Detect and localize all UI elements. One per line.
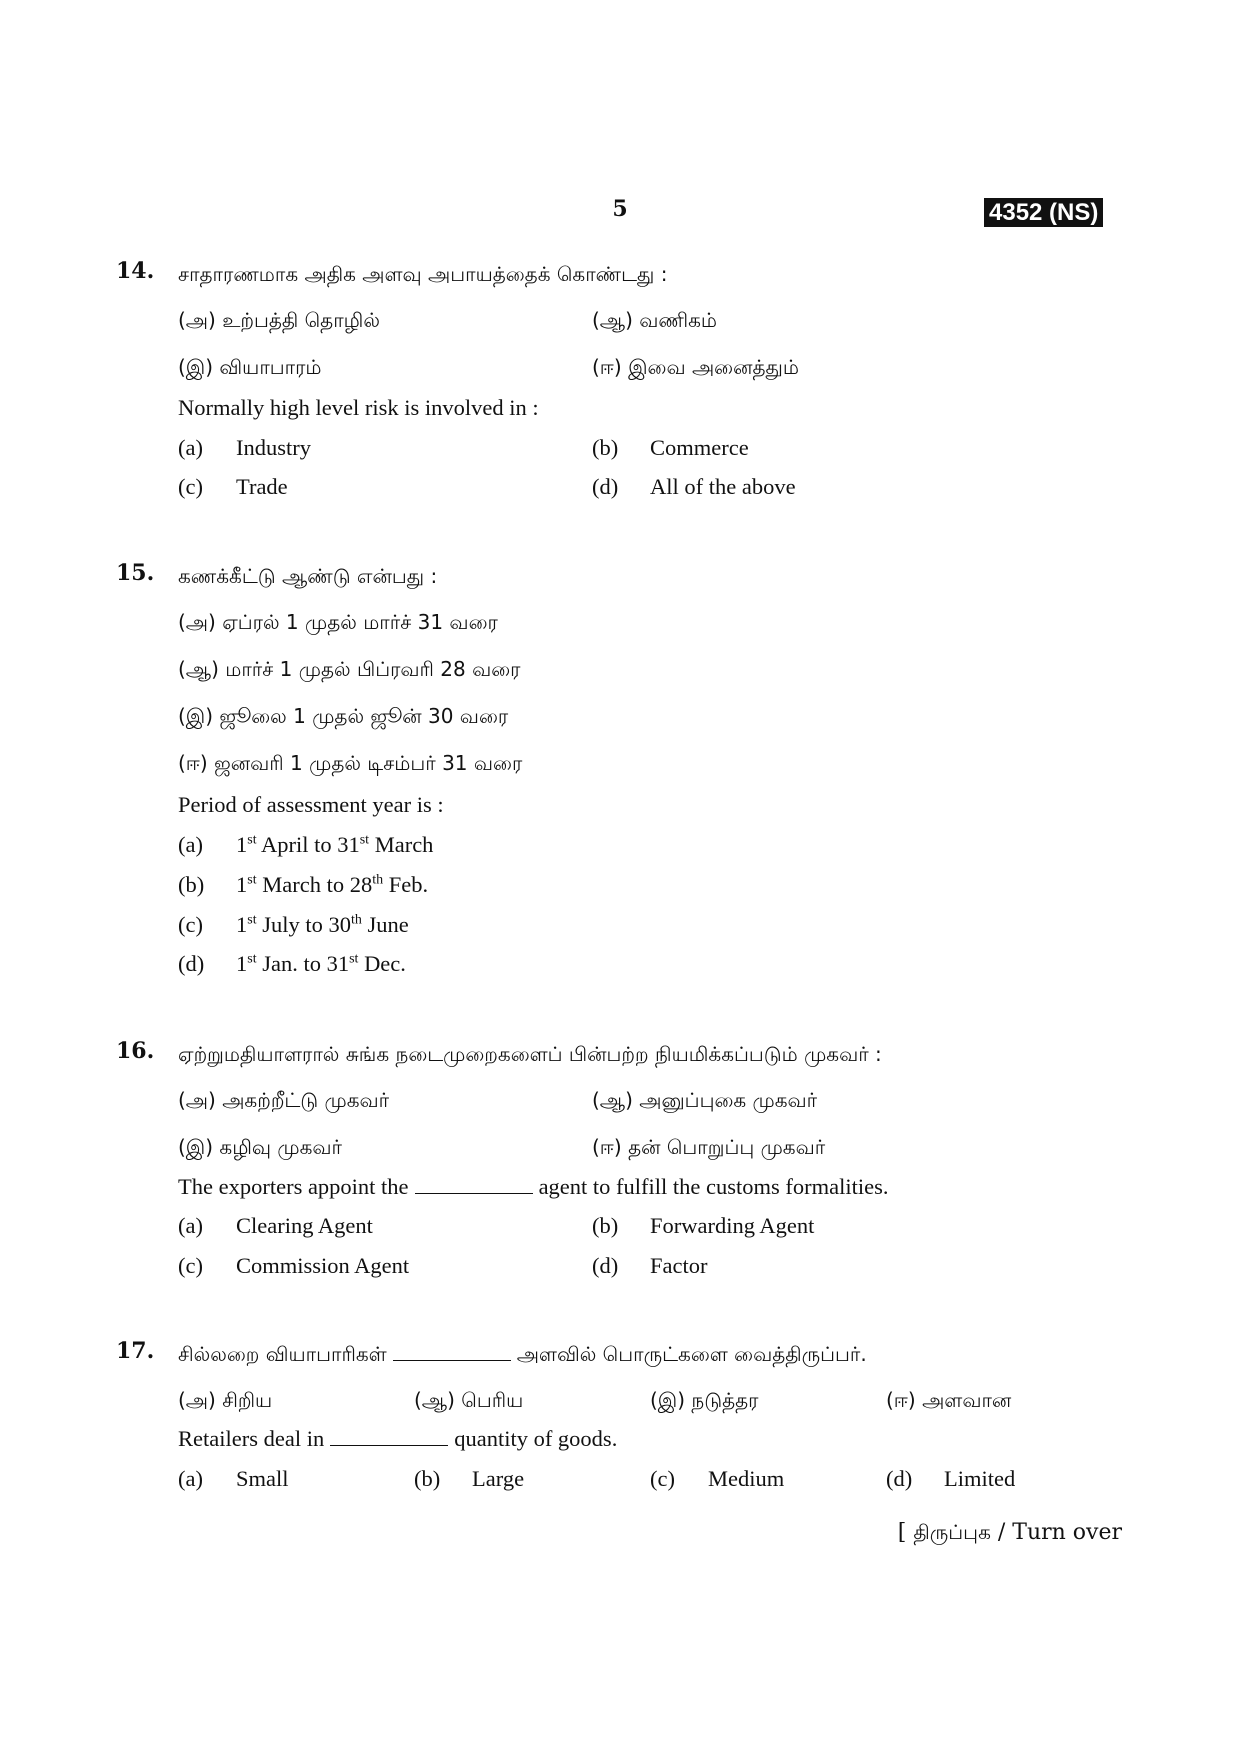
option-english — [178, 832, 433, 858]
question-stem-tamil: ஏற்றுமதியாளரால் சுங்க நடைமுறைகளைப் பின்பற்ற நியமிக்கப்படும் முகவர் : — [178, 1042, 882, 1066]
question-stem-english: Normally high level risk is involved in : — [178, 395, 539, 420]
question-number: 17. — [116, 1338, 155, 1364]
option-tamil: (இ) கழிவு முகவர் — [178, 1135, 342, 1159]
option-text: Limited — [944, 1466, 1016, 1491]
option-label: (c) — [178, 474, 203, 499]
option-label: (c) — [178, 912, 203, 937]
option-tamil: (அ) அகற்றீட்டு முகவர் — [178, 1088, 390, 1112]
option-label: (a) — [178, 832, 203, 857]
option-text: 1st March to 28th Feb. — [236, 872, 429, 897]
option-label: (d) — [886, 1466, 913, 1491]
option-english — [650, 1466, 784, 1492]
question-number: 14. — [116, 258, 155, 284]
option-text: Clearing Agent — [236, 1213, 373, 1238]
option-tamil: (அ) ஏப்ரல் 1 முதல் மார்ச் 31 வரை — [178, 610, 498, 634]
option-text: Commission Agent — [236, 1253, 410, 1278]
option-text: Trade — [236, 474, 288, 499]
option-text: Small — [236, 1466, 289, 1491]
option-tamil: (ஈ) அளவான — [886, 1388, 1012, 1412]
option-label: (d) — [592, 1253, 619, 1278]
option-label: (a) — [178, 435, 203, 460]
option-english — [592, 435, 749, 461]
option-english — [592, 474, 796, 500]
option-english — [178, 474, 288, 500]
answer-blank — [393, 1342, 511, 1361]
question-stem-tamil: சில்லறை வியாபாரிகள் அளவில் பொருட்களை வைத்திருப்பர். — [178, 1342, 867, 1366]
option-english — [886, 1466, 1015, 1492]
option-english — [178, 1213, 373, 1239]
paper-code-badge: 4352 (NS) — [984, 198, 1103, 227]
option-english — [178, 951, 406, 977]
option-label: (d) — [592, 474, 619, 499]
answer-blank — [330, 1427, 448, 1446]
option-tamil: (ஈ) தன் பொறுப்பு முகவர் — [592, 1135, 826, 1159]
option-english — [592, 1253, 707, 1279]
option-english — [178, 1253, 409, 1279]
option-text: Medium — [708, 1466, 785, 1491]
option-label: (b) — [414, 1466, 441, 1491]
page-number: 5 — [612, 196, 628, 222]
option-label: (a) — [178, 1466, 203, 1491]
option-tamil: (அ) உற்பத்தி தொழில் — [178, 308, 380, 332]
option-english — [178, 872, 428, 898]
option-tamil: (ஆ) மார்ச் 1 முதல் பிப்ரவரி 28 வரை — [178, 657, 521, 681]
option-tamil: (இ) ஜூலை 1 முதல் ஜூன் 30 வரை — [178, 704, 509, 728]
option-english — [178, 435, 311, 461]
option-label: (a) — [178, 1213, 203, 1238]
option-tamil: (ஆ) வணிகம் — [592, 308, 718, 332]
option-text: Large — [472, 1466, 525, 1491]
question-stem-english: Period of assessment year is : — [178, 792, 444, 817]
option-label: (c) — [178, 1253, 203, 1278]
option-tamil: (அ) சிறிய — [178, 1388, 273, 1412]
question-stem-tamil: சாதாரணமாக அதிக அளவு அபாயத்தைக் கொண்டது : — [178, 262, 668, 286]
option-english — [178, 912, 409, 938]
question-number: 16. — [116, 1038, 155, 1064]
option-text: 1st Jan. to 31st Dec. — [236, 951, 406, 976]
option-tamil: (இ) நடுத்தர — [650, 1388, 759, 1412]
option-tamil: (ஆ) அனுப்புகை முகவர் — [592, 1088, 818, 1112]
turn-over-note: [ திருப்புக / Turn over — [897, 1520, 1122, 1545]
option-label: (b) — [592, 1213, 619, 1238]
question-stem-english: The exporters appoint the agent to fulfill the customs formalities. — [178, 1174, 889, 1199]
option-english — [178, 1466, 289, 1492]
option-tamil: (ஆ) பெரிய — [414, 1388, 524, 1412]
option-tamil: (ஈ) இவை அனைத்தும் — [592, 355, 799, 379]
option-text: 1st April to 31st March — [236, 832, 434, 857]
option-label: (b) — [178, 872, 205, 897]
option-text: Commerce — [650, 435, 749, 460]
question-stem-english: Retailers deal in quantity of goods. — [178, 1426, 618, 1451]
option-text: Industry — [236, 435, 311, 460]
option-english — [592, 1213, 814, 1239]
option-text: All of the above — [650, 474, 796, 499]
question-number: 15. — [116, 560, 155, 586]
option-tamil: (ஈ) ஜனவரி 1 முதல் டிசம்பர் 31 வரை — [178, 751, 523, 775]
option-text: Forwarding Agent — [650, 1213, 815, 1238]
option-label: (d) — [178, 951, 205, 976]
answer-blank — [415, 1175, 533, 1194]
option-english — [414, 1466, 524, 1492]
option-label: (b) — [592, 435, 619, 460]
question-stem-tamil: கணக்கீட்டு ஆண்டு என்பது : — [178, 564, 438, 588]
option-label: (c) — [650, 1466, 675, 1491]
option-text: 1st July to 30th June — [236, 912, 409, 937]
option-tamil: (இ) வியாபாரம் — [178, 355, 322, 379]
option-text: Factor — [650, 1253, 708, 1278]
